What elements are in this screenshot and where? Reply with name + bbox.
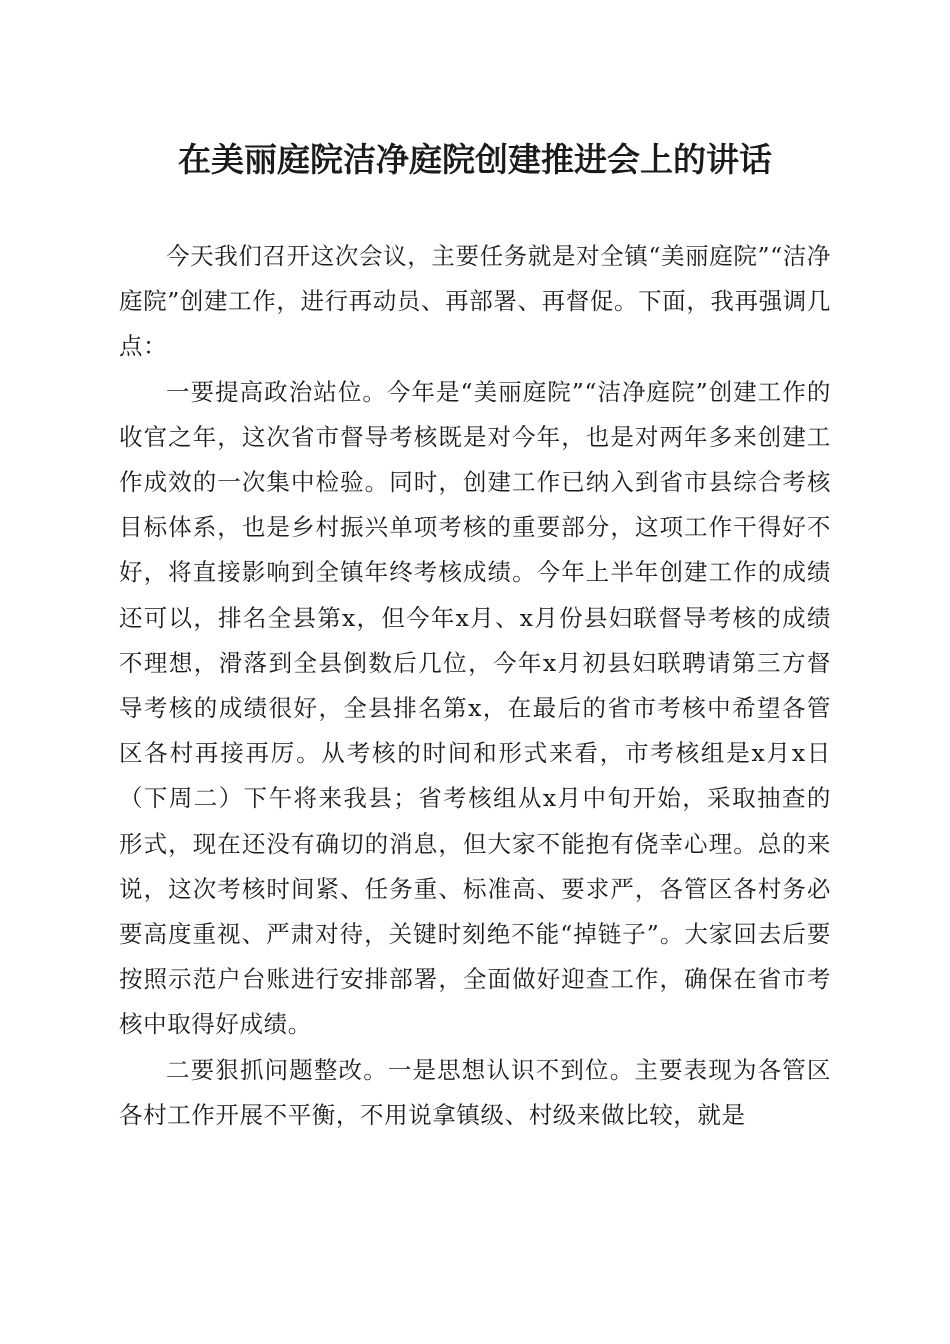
document-body	[119, 234, 831, 1138]
paragraph-intro: 今天我们召开这次会议，主要任务就是对全镇“美丽庭院”“洁净庭院”创建工作，进行再动员、再部署、再督促。下面，我再强调几点：	[119, 242, 831, 361]
document-title: 在美丽庭院洁净庭院创建推进会上的讲话	[178, 140, 772, 179]
paragraph-point-two: 二要狠抓问题整改。一是思想认识不到位。主要表现为各管区各村工作开展不平衡，不用说拿镇级、村级来做比较，就是	[119, 1055, 831, 1129]
paragraph-point-one: 一要提高政治站位。今年是“美丽庭院”“洁净庭院”创建工作的收官之年，这次省市督导考核既是对今年，也是对两年多来创建工作成效的一次集中检验。同时，创建工作已纳入到省市县综合考核目标体系，也是乡村振兴单项考核的重要部分，这项工作干得好不好，将直接影响到全镇年终考核成绩。今年上半年创建工作的成绩还可以，排名全县第x，但今年x月、x月份县妇联督导考核的成绩不理想，滑落到全县倒数后几位，今年x月初县妇联聘请第三方督导考核的成绩很好，全县排名第x，在最后的省市考核中希望各管区各村再接再厉。从考核的时间和形式来看，市考核组是x月x日（下周二）下午将来我县；省考核组从x月中旬开始，采取抽查的形式，现在还没有确切的消息，但大家不能抱有侥幸心理。总的来说，这次考核时间紧、任务重、标准高、要求严，各管区各村务必要高度重视、严肃对待，关键时刻绝不能“掉链子”。大家回去后要按照示范户台账进行安排部署，全面做好迎查工作，确保在省市考核中取得好成绩。	[119, 377, 831, 1039]
